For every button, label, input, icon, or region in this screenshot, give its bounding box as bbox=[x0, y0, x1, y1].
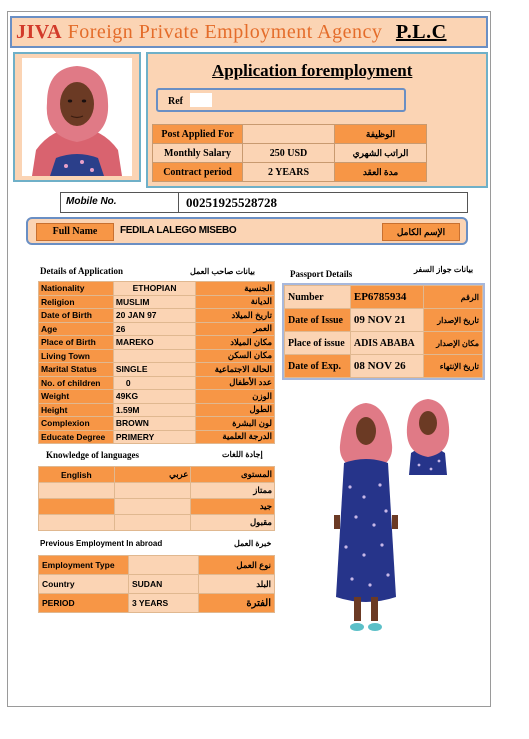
post-value bbox=[243, 125, 335, 144]
portrait-photo bbox=[22, 58, 132, 176]
detail-arabic: مكان السكن bbox=[196, 349, 275, 363]
detail-value: SINGLE bbox=[113, 363, 195, 377]
passport-title: Passport Details bbox=[290, 269, 353, 279]
passport-row bbox=[285, 309, 483, 332]
previous-value bbox=[129, 556, 199, 575]
small-photo bbox=[399, 397, 457, 475]
passport-value: 08 NOV 26 bbox=[350, 355, 423, 378]
passport-arabic: تاريخ الإنتهاء bbox=[423, 355, 482, 378]
detail-value: 1.59M bbox=[113, 403, 195, 417]
post-row bbox=[153, 125, 427, 144]
contract-label: Contract period bbox=[153, 163, 243, 182]
passport-arabic: الرقم bbox=[423, 286, 482, 309]
agency-header bbox=[10, 16, 488, 48]
previous-label: Country bbox=[39, 575, 129, 594]
passport-title-arabic: بيانات جواز السفر bbox=[414, 265, 474, 274]
passport-row bbox=[285, 332, 483, 355]
detail-row bbox=[39, 376, 275, 390]
ref-value[interactable] bbox=[190, 93, 212, 107]
detail-row bbox=[39, 295, 275, 309]
previous-table bbox=[38, 555, 275, 613]
portrait-photo-frame bbox=[13, 52, 141, 182]
previous-title-arabic: خبرة العمل bbox=[234, 539, 272, 548]
detail-row bbox=[39, 282, 275, 296]
previous-row bbox=[39, 556, 275, 575]
agency-plc: P.L.C bbox=[395, 20, 447, 43]
ref-field[interactable] bbox=[156, 88, 406, 112]
detail-label: Living Town bbox=[39, 349, 114, 363]
passport-value: EP6785934 bbox=[350, 286, 423, 309]
full-body-photo bbox=[330, 397, 402, 637]
contract-arabic: مدة العقد bbox=[335, 163, 427, 182]
language-cell bbox=[114, 515, 191, 531]
language-cell bbox=[39, 483, 115, 499]
language-row bbox=[39, 467, 275, 483]
passport-label: Number bbox=[285, 286, 351, 309]
detail-arabic: الجنسية bbox=[196, 282, 275, 296]
detail-row bbox=[39, 403, 275, 417]
salary-value: 250 USD bbox=[243, 144, 335, 163]
passport-row bbox=[285, 355, 483, 378]
detail-value: BROWN bbox=[113, 417, 195, 431]
language-row bbox=[39, 499, 275, 515]
passport-table bbox=[284, 285, 483, 378]
language-cell bbox=[39, 515, 115, 531]
previous-label: PERIOD bbox=[39, 594, 129, 613]
previous-title: Previous Employment In abroad bbox=[40, 539, 163, 548]
detail-arabic: الديانة bbox=[196, 295, 275, 309]
mobile-value: 00251925528728 bbox=[186, 195, 277, 210]
detail-label: Place of Birth bbox=[39, 336, 114, 350]
detail-label: Height bbox=[39, 403, 114, 417]
passport-label: Date of Exp. bbox=[285, 355, 351, 378]
details-title-arabic: بيانات صاحب العمل bbox=[190, 267, 255, 276]
detail-value: PRIMERY bbox=[113, 430, 195, 444]
full-name-value: FEDILA LALEGO MISEBO bbox=[120, 225, 237, 236]
details-table bbox=[38, 281, 275, 444]
detail-value: ETHOPIAN bbox=[113, 282, 195, 296]
previous-value: SUDAN bbox=[129, 575, 199, 594]
previous-label: Employment Type bbox=[39, 556, 129, 575]
detail-value: 0 bbox=[113, 376, 195, 390]
detail-value: 49KG bbox=[113, 390, 195, 404]
full-name-row bbox=[26, 217, 468, 245]
detail-row bbox=[39, 390, 275, 404]
application-title: Application foremployment bbox=[212, 61, 413, 80]
detail-row bbox=[39, 417, 275, 431]
detail-label: Weight bbox=[39, 390, 114, 404]
passport-label: Place of issue bbox=[285, 332, 351, 355]
salary-label: Monthly Salary bbox=[153, 144, 243, 163]
detail-arabic: الوزن bbox=[196, 390, 275, 404]
detail-value: 26 bbox=[113, 322, 195, 336]
languages-title: Knowledge of languages bbox=[46, 450, 140, 460]
language-row bbox=[39, 515, 275, 531]
passport-label: Date of Issue bbox=[285, 309, 351, 332]
language-cell bbox=[39, 499, 115, 515]
agency-jiva: JIVA bbox=[16, 20, 63, 43]
passport-arabic: مكان الإصدار bbox=[423, 332, 482, 355]
detail-arabic: مكان الميلاد bbox=[196, 336, 275, 350]
language-level-header: المستوى bbox=[191, 467, 275, 483]
detail-row bbox=[39, 430, 275, 444]
full-name-arabic: الإسم الكامل bbox=[382, 223, 460, 241]
detail-label: Educate Degree bbox=[39, 430, 114, 444]
detail-arabic: لون البشرة bbox=[196, 417, 275, 431]
agency-name: Foreign Private Employment Agency bbox=[67, 20, 383, 43]
languages-title-arabic: إجادة اللغات bbox=[222, 450, 263, 459]
detail-value: 20 JAN 97 bbox=[113, 309, 195, 323]
post-label: Post Applied For bbox=[153, 125, 243, 144]
previous-row bbox=[39, 575, 275, 594]
detail-row bbox=[39, 322, 275, 336]
detail-row bbox=[39, 309, 275, 323]
full-name-label: Full Name bbox=[36, 223, 114, 241]
language-cell bbox=[114, 499, 191, 515]
detail-label: Complexion bbox=[39, 417, 114, 431]
detail-arabic: الدرجة العلمية bbox=[196, 430, 275, 444]
detail-arabic: تاريخ الميلاد bbox=[196, 309, 275, 323]
detail-arabic: الحالة الاجتماعية bbox=[196, 363, 275, 377]
salary-arabic: الراتب الشهري bbox=[335, 144, 427, 163]
passport-row bbox=[285, 286, 483, 309]
application-panel bbox=[146, 52, 488, 188]
detail-value bbox=[113, 349, 195, 363]
previous-arabic: البلد bbox=[199, 575, 275, 594]
detail-label: Nationality bbox=[39, 282, 114, 296]
detail-arabic: الطول bbox=[196, 403, 275, 417]
passport-value: 09 NOV 21 bbox=[350, 309, 423, 332]
language-level: ممتاز bbox=[191, 483, 275, 499]
mobile-row bbox=[60, 192, 468, 213]
detail-label: Date of Birth bbox=[39, 309, 114, 323]
post-table bbox=[152, 124, 427, 182]
detail-row bbox=[39, 349, 275, 363]
detail-arabic: العمر bbox=[196, 322, 275, 336]
language-row bbox=[39, 483, 275, 499]
detail-arabic: عدد الأطفال bbox=[196, 376, 275, 390]
language-cell bbox=[114, 483, 191, 499]
language-name: English bbox=[39, 467, 115, 483]
agency-title bbox=[16, 21, 447, 44]
passport-arabic: تاريخ الإصدار bbox=[423, 309, 482, 332]
previous-arabic: نوع العمل bbox=[199, 556, 275, 575]
contract-row bbox=[153, 163, 427, 182]
detail-label: No. of children bbox=[39, 376, 114, 390]
detail-label: Religion bbox=[39, 295, 114, 309]
detail-label: Age bbox=[39, 322, 114, 336]
language-level: جيد bbox=[191, 499, 275, 515]
passport-value: ADIS ABABA bbox=[350, 332, 423, 355]
post-arabic: الوظيفة bbox=[335, 125, 427, 144]
language-arabic: عربي bbox=[114, 467, 191, 483]
mobile-label: Mobile No. bbox=[61, 193, 179, 212]
contract-value: 2 YEARS bbox=[243, 163, 335, 182]
detail-row bbox=[39, 363, 275, 377]
previous-value: 3 YEARS bbox=[129, 594, 199, 613]
detail-value: MUSLIM bbox=[113, 295, 195, 309]
detail-label: Marital Status bbox=[39, 363, 114, 377]
previous-row bbox=[39, 594, 275, 613]
details-title: Details of Application bbox=[40, 266, 124, 276]
ref-label: Ref bbox=[168, 96, 183, 107]
language-level: مقبول bbox=[191, 515, 275, 531]
detail-value: MAREKO bbox=[113, 336, 195, 350]
previous-arabic: الفترة bbox=[199, 594, 275, 613]
languages-table bbox=[38, 466, 275, 531]
detail-row bbox=[39, 336, 275, 350]
salary-row bbox=[153, 144, 427, 163]
